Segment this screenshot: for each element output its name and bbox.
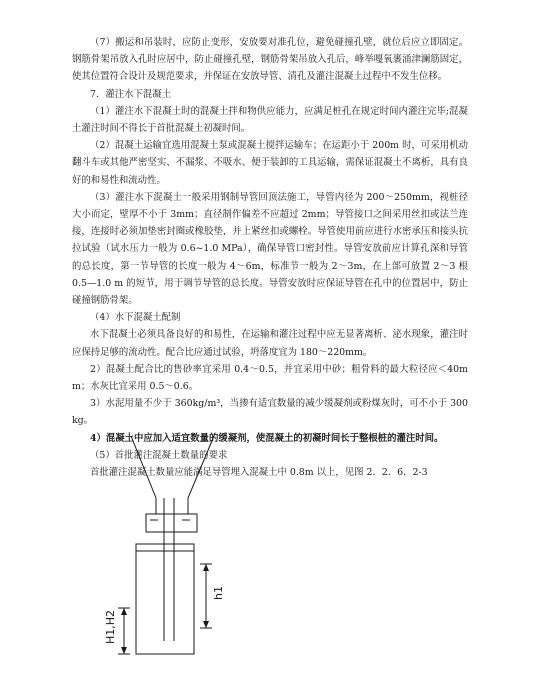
label-h1: h1 bbox=[212, 586, 225, 600]
subheading-first-batch: （5）首批灌注混凝土数量的要求 bbox=[90, 449, 228, 461]
paragraph-7-installation: （7）搬运和吊装时，应防止变形，安放要对准孔位，避免碰撞孔壁，就位后应立即固定。钢筋骨架吊放入孔时应居中，防止碰撞孔壁，钢筋骨架吊放入孔后，峰举嘎氧裹涌津澜筋固定，使其位置符合设计及规范要求，并保证在安放导管、清孔及灌注混凝土过程中不发生位移。 bbox=[72, 37, 468, 83]
paragraph-sand-ratio: 2）混凝土配合比的售砂率宜采用 0.4～0.5，并宜采用中砂；粗骨料的最大粒径应＜40mm；水灰比宜采用 0.5～0.6。 bbox=[72, 363, 468, 393]
paragraph-retarder: 4）混凝土中应加入适宜数量的缓凝剂，使混凝土的初凝时间长于整根桩的灌注时间。 bbox=[90, 432, 444, 444]
hopper-right-wall bbox=[188, 436, 214, 514]
paragraph-transport: （2）混凝土运输宜选用混凝土泵或混凝土搅拌运输车；在运距小于 200m 时，可采用机动翻斗车或其他严密坚实、不漏浆、不吸水、便于装卸的工具运输，需保证混凝土不离析，具有良好的和易性和流动性。 bbox=[72, 140, 468, 186]
h2-arrow-down bbox=[121, 647, 127, 654]
section-heading-underwater-concrete: 7．灌注水下混凝土 bbox=[90, 88, 171, 100]
paragraph-workability: 水下混凝土必须具备良好的和易性，在运输和灌注过程中应无显著离析、泌水现象，灌注时应保持足够的流动性。配合比应通过试验，坍落度宜为 180～220mm。 bbox=[72, 329, 468, 358]
h1-arrow-down bbox=[203, 621, 209, 628]
paragraph-conduit: （3）灌注水下混凝土一般采用钢制导管回顶法施工，导管内径为 200～250mm，视桩径大小而定，壁厚不小于 3mm；直径制作偏差不应超过 2mm；导管接口之间采用丝扣或法兰连接，连接时必须加垫密封圈或橡胶垫，并上紧丝扣或螺栓。导管使用前应进行水密承压和接头抗拉试验（试水压力一般为 0.6~1.0 MPa），确保导管口密封性。导管安放前应计算孔深和导管的总长度，第一节导管的长度一般为 4～6m，标准节一般为 2～3m，在上部可放置 2～3 根 0.5—1.0 m 的短节，用于调节导管的总长度。导管安放时应保证导管在孔中的位置居中，防止碰撞钢筋骨架。 bbox=[72, 191, 468, 307]
upper-tank bbox=[146, 514, 197, 532]
paragraph-supply-capacity: （1）灌注水下混凝土时的混凝土拌和物供应能力，应满足桩孔在规定时间内灌注完毕;混凝土灌注时间不得长于首批混凝土初凝时间。 bbox=[72, 105, 468, 135]
tremie-diagram bbox=[96, 396, 256, 681]
pile-casing bbox=[136, 544, 194, 654]
hopper-left-wall bbox=[131, 436, 156, 514]
paragraph-cement: 3）水泥用量不少于 360kg/m³，当掺有适宜数量的减少缓凝剂或粉煤灰时，可不小于 300kg。 bbox=[72, 398, 468, 427]
label-h1-h2: H1,H2 bbox=[104, 609, 117, 644]
h1-arrow-up bbox=[203, 564, 209, 571]
h2-arrow-up bbox=[121, 608, 127, 615]
tremie-diagram-svg bbox=[96, 396, 256, 681]
subheading-mix-design: （4）水下混凝土配制 bbox=[90, 312, 181, 324]
paragraph-first-batch: 首批灌注混凝土数量应能满足导管埋入混凝土中 0.8m 以上，见图 2．2．6．2-3 bbox=[90, 467, 428, 479]
